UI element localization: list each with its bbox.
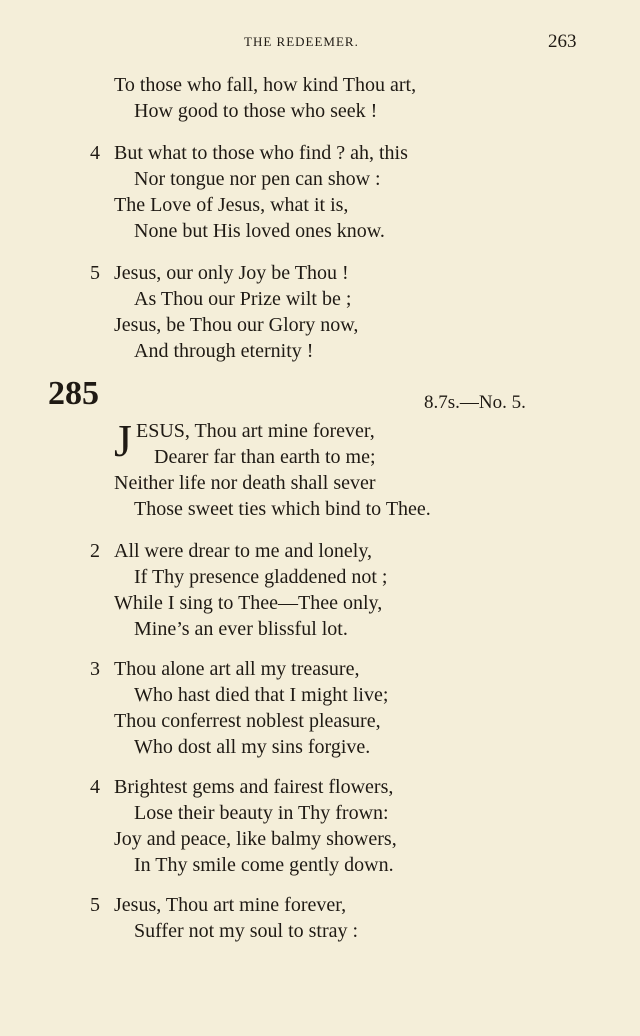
stanza-number: 3 — [90, 658, 100, 680]
verse-line: How good to those who seek ! — [134, 100, 378, 122]
stanza-number: 4 — [90, 142, 100, 164]
verse-line: None but His loved ones know. — [134, 220, 385, 242]
verse-line: Who dost all my sins forgive. — [134, 736, 371, 758]
verse-line: In Thy smile come gently down. — [134, 854, 394, 876]
stanza-number: 5 — [90, 262, 100, 284]
stanza-number: 2 — [90, 540, 100, 562]
verse-line: Who hast died that I might live; — [134, 684, 389, 706]
stanza-number: 5 — [90, 894, 100, 916]
verse-line: The Love of Jesus, what it is, — [114, 194, 349, 216]
verse-line: If Thy presence gladdened not ; — [134, 566, 388, 588]
verse-line: To those who fall, how kind Thou art, — [114, 74, 417, 96]
verse-line: ESUS, Thou art mine forever, — [136, 420, 375, 442]
stanza-number: 4 — [90, 776, 100, 798]
verse-line: And through eternity ! — [134, 340, 314, 362]
page-number: 263 — [548, 31, 577, 52]
verse-line: Brightest gems and fairest flowers, — [114, 776, 394, 798]
running-title: THE REDEEMER. — [244, 34, 359, 49]
verse-line: Jesus, be Thou our Glory now, — [114, 314, 359, 336]
verse-line: Jesus, Thou art mine forever, — [114, 894, 347, 916]
hymn-number: 285 — [48, 375, 99, 412]
verse-line: Jesus, our only Joy be Thou ! — [114, 262, 349, 284]
verse-line: Neither life nor death shall sever — [114, 472, 376, 494]
verse-line: Mine’s an ever blissful lot. — [134, 618, 348, 640]
verse-line: Thou conferrest noblest pleasure, — [114, 710, 381, 732]
verse-line: Thou alone art all my treasure, — [114, 658, 360, 680]
verse-line: Lose their beauty in Thy frown: — [134, 802, 389, 824]
verse-line: Joy and peace, like balmy showers, — [114, 828, 397, 850]
verse-line: But what to those who find ? ah, this — [114, 142, 408, 164]
verse-line: Suffer not my soul to stray : — [134, 920, 359, 942]
verse-line: Dearer far than earth to me; — [154, 446, 376, 468]
verse-line: While I sing to Thee—Thee only, — [114, 592, 383, 614]
hymn-meter: 8.7s.—No. 5. — [424, 392, 526, 413]
running-head — [0, 32, 640, 56]
verse-line: All were drear to me and lonely, — [114, 540, 373, 562]
drop-cap: J — [114, 415, 132, 466]
verse-line: Nor tongue nor pen can show : — [134, 168, 381, 190]
verse-line: Those sweet ties which bind to Thee. — [134, 498, 431, 520]
verse-line: As Thou our Prize wilt be ; — [134, 288, 352, 310]
